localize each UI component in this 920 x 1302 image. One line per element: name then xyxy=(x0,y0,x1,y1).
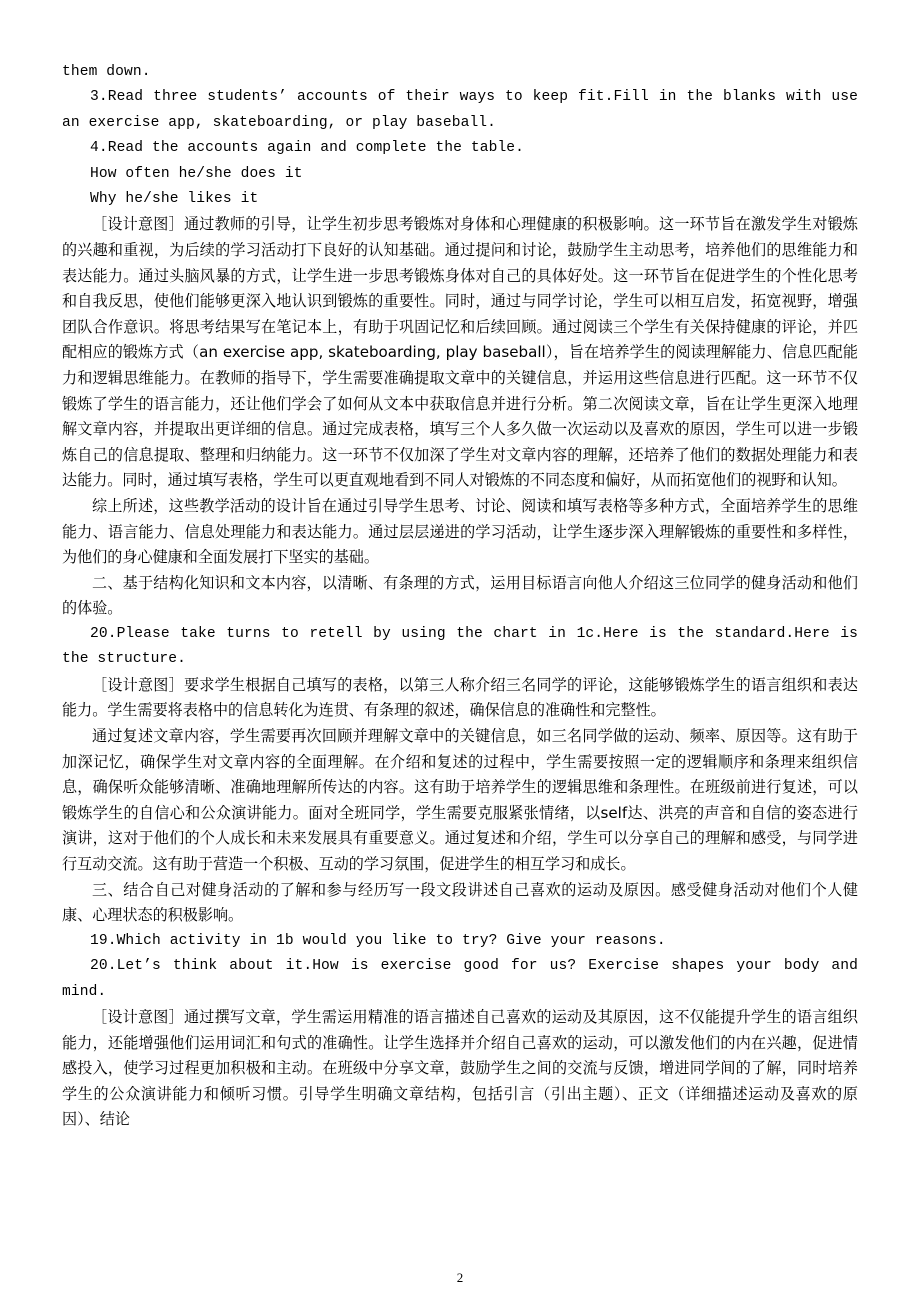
paragraph-design-intent-3: ［设计意图］通过撰写文章，学生需运用精准的语言描述自己喜欢的运动及其原因，这不仅能提升学生的语言组织能力，还能增强他们运用词汇和句式的准确性。让学生选择并介绍自己喜欢的运动，可以激发他们的内在兴趣，促进情感投入，使学习过程更加积极和主动。在班级中分享文章，鼓励学生之间的交流与反馈，增进同学间的了解，同时培养学生的公众演讲能力和倾听习惯。引导学生明确文章结构，包括引言（引出主题）、正文（详细描述运动及喜欢的原因）、结论 xyxy=(62,1007,858,1129)
paragraph-design-intent-2: ［设计意图］要求学生根据自己填写的表格，以第三人称介绍三名同学的评论，这能够锻炼学生的语言组织和表达能力。学生需要将表格中的信息转化为连贯、有条理的叙述，确保信息的准确性和完整性。 xyxy=(62,675,858,720)
paragraph-section-three: 三、结合自己对健身活动的了解和参与经历写一段文段讲述自己喜欢的运动及原因。感受健身活动对他们个人健康、心理状态的积极影响。 xyxy=(62,880,858,925)
paragraph-them-down: them down. xyxy=(62,64,151,80)
table-header-how-often: How often he/she does it xyxy=(90,165,303,182)
paragraph-summary: 综上所述，这些教学活动的设计旨在通过引导学生思考、讨论、阅读和填写表格等多种方式，全面培养学生的思维能力、语言能力、信息处理能力和表达能力。通过层层递进的学习活动，让学生逐步深入理解锻炼的重要性和多样性，为他们的身心健康和全面发展打下坚实的基础。 xyxy=(62,496,858,567)
page-number: 2 xyxy=(456,1270,464,1285)
paragraph-retell-benefits: 通过复述文章内容，学生需要再次回顾并理解文章中的关键信息，如三名同学做的运动、频率、原因等。这有助于加深记忆，确保学生对文章内容的全面理解。在介绍和复述的过程中，学生需要按照一定的逻辑顺序和条理来组织信息，确保听众能够清晰、准确地理解所传达的内容。这有助于培养学生的逻辑思维和条理性。在班级前进行复述，可以锻炼学生的自信心和公众演讲能力。面对全班同学，学生需要克服紧张情绪，以self达、洪亮的声音和自信的姿态进行演讲，这对于他们的个人成长和未来发展具有重要意义。通过复述和介绍，学生可以分享自己的理解和感受，与同学进行互动交流。这有助于营造一个积极、互动的学习氛围，促进学生的相互学习和成长。 xyxy=(62,726,858,873)
paragraph-task-20-think: 20.Let’s think about it.How is exercise good for us? Exercise shapes your body and mind. xyxy=(62,958,858,1000)
paragraph-task-20-retell: 20.Please take turns to retell by using the chart in 1c.Here is the standard.Here is the structure. xyxy=(62,625,858,668)
paragraph-task-4: 4.Read the accounts again and complete the table. xyxy=(90,140,525,157)
paragraph-section-two: 二、基于结构化知识和文本内容，以清晰、有条理的方式，运用目标语言向他人介绍这三位同学的健身活动和他们的体验。 xyxy=(62,573,858,618)
table-header-why-likes: Why he/she likes it xyxy=(90,191,259,208)
document-body xyxy=(62,60,858,1133)
paragraph-design-intent-1: ［设计意图］通过教师的引导，让学生初步思考锻炼对身体和心理健康的积极影响。这一环节旨在激发学生对锻炼的兴趣和重视，为后续的学习活动打下良好的认知基础。通过提问和讨论，鼓励学生主动思考，培养他们的思维能力和表达能力。通过头脑风暴的方式，让学生进一步思考锻炼身体对自己的具体好处。这一环节旨在促进学生的个性化思考和自我反思，使他们能够更深入地认识到锻炼的重要性。同时，通过与同学讨论，学生可以相互启发，拓宽视野，增强团队合作意识。将思考结果写在笔记本上，有助于巩固记忆和后续回顾。通过阅读三个学生有关保持健康的评论，并匹配相应的锻炼方式（an exercise app, skateboarding, play baseball），旨在培养学生的阅读理解能力、信息匹配能力和逻辑思维能力。在教师的指导下，学生需要准确提取文章中的关键信息，并运用这些信息进行匹配。这一环节不仅锻炼了学生的语言能力，还让他们学会了如何从文本中获取信息并进行分析。第二次阅读文章，旨在让学生更深入地理解文章内容，并提取出更详细的信息。通过完成表格，填写三个人多久做一次运动以及喜欢的原因，学生可以进一步锻炼自己的信息提取、整理和归纳能力。这一环节不仅加深了学生对文章内容的理解，还培养了他们的数据处理能力和表达能力。同时，通过填写表格，学生可以更直观地看到不同人对锻炼的不同态度和偏好，从而拓宽他们的视野和认知。 xyxy=(62,215,858,490)
paragraph-task-3: 3.Read three students’ accounts of their ways to keep fit.Fill in the blanks with use an exercise app, skateboarding, or play baseball. xyxy=(62,89,858,131)
paragraph-task-19: 19.Which activity in 1b would you like to try? Give your reasons. xyxy=(90,932,666,949)
